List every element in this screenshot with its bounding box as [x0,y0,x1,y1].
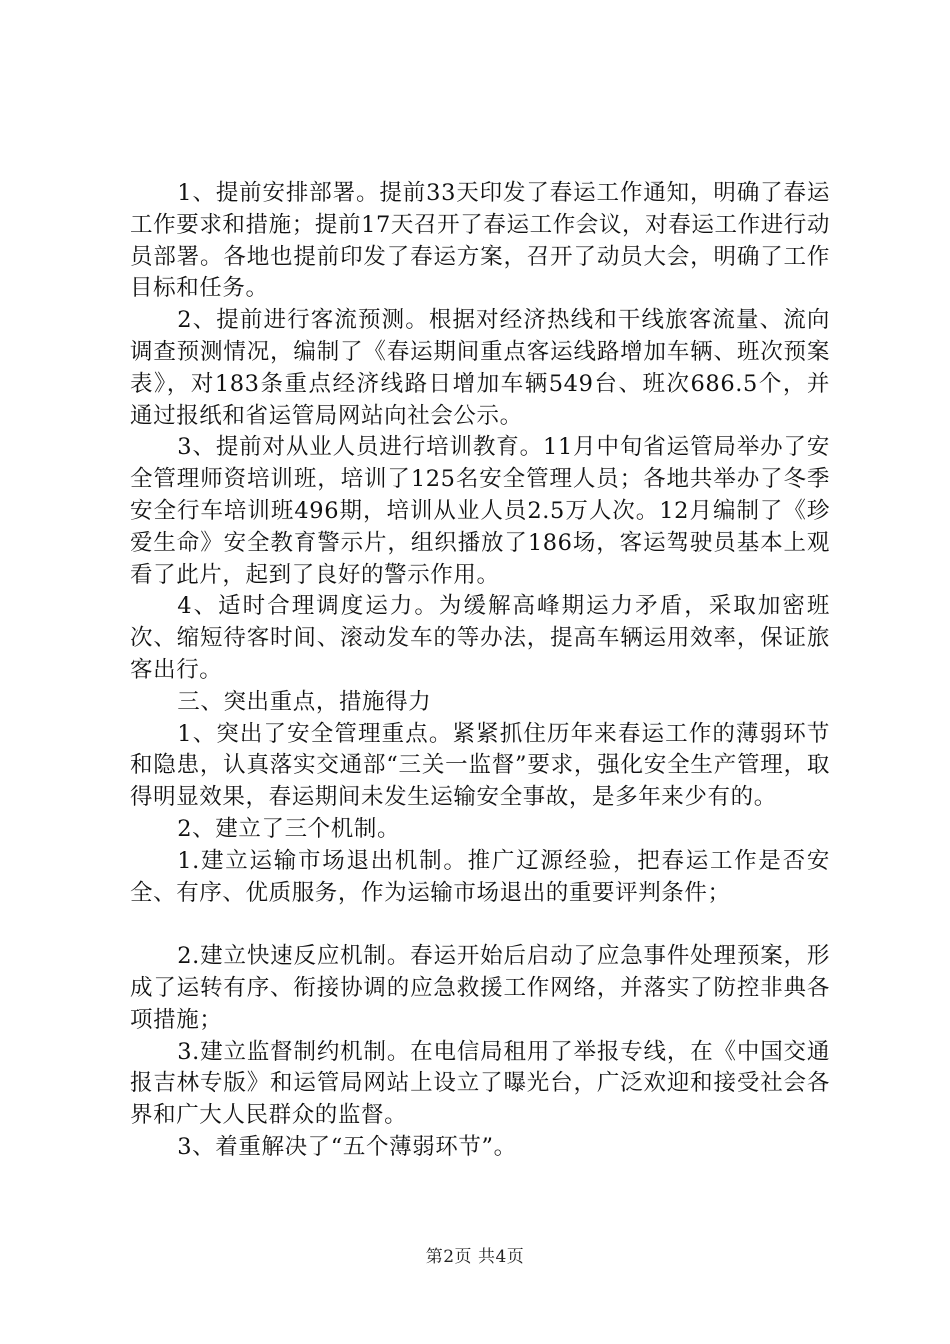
section-heading-key-measures: 三、突出重点，措施得力 [177,688,432,715]
paragraph-five-weak-links: 3、着重解决了“五个薄弱环节”。 [177,1133,517,1160]
paragraph-safety-management: 1、突出了安全管理重点。紧紧抓住历年来春运工作的薄弱环节和隐患，认真落实交通部“三关一监督”要求，强化安全生产管理，取得明显效果，春运期间未发生运输安全事故，是多年来少有的。 [130,720,830,811]
document-body [130,178,830,1164]
paragraph-spacer [130,909,830,941]
paragraph-passenger-flow-forecast: 2、提前进行客流预测。根据对经济热线和干线旅客流量、流向调查预测情况，编制了《春运期间重点客运线路增加车辆、班次预案表》，对183条重点经济线路日增加车辆549台、班次686.5个，并通过报纸和省运管局网站向社会公示。 [130,307,830,429]
paragraph-advance-deployment: 1、提前安排部署。提前33天印发了春运工作通知，明确了春运工作要求和措施；提前17天召开了春运工作会议，对春运工作进行动员部署。各地也提前印发了春运方案，召开了动员大会，明确了工作目标和任务。 [130,180,830,302]
paragraph-capacity-dispatch: 4、适时合理调度运力。为缓解高峰期运力矛盾，采取加密班次、缩短待客时间、滚动发车的等办法，提高车辆运用效率，保证旅客出行。 [130,593,830,683]
page-footer: 第2页 共4页 [425,1247,525,1267]
paragraph-rapid-response-mechanism: 2.建立快速反应机制。春运开始后启动了应急事件处理预案，形成了运转有序、衔接协调的应急救援工作网络，并落实了防控非典各项措施； [130,943,830,1033]
paragraph-supervision-mechanism: 3.建立监督制约机制。在电信局租用了举报专线，在《中国交通报吉林专版》和运管局网站上设立了曝光台，广泛欢迎和接受社会各界和广大人民群众的监督。 [130,1038,830,1129]
paragraph-staff-training: 3、提前对从业人员进行培训教育。11月中旬省运管局举办了安全管理师资培训班，培训了125名安全管理人员；各地共举办了冬季安全行车培训班496期，培训从业人员2.5万人次。12月编制了《珍爱生命》安全教育警示片，组织播放了186场，客运驾驶员基本上观看了此片，起到了良好的警示作用。 [130,434,830,588]
paragraph-three-mechanisms: 2、建立了三个机制。 [177,815,401,842]
paragraph-market-exit-mechanism: 1.建立运输市场退出机制。推广辽源经验，把春运工作是否安全、有序、优质服务，作为运输市场退出的重要评判条件； [130,847,830,906]
